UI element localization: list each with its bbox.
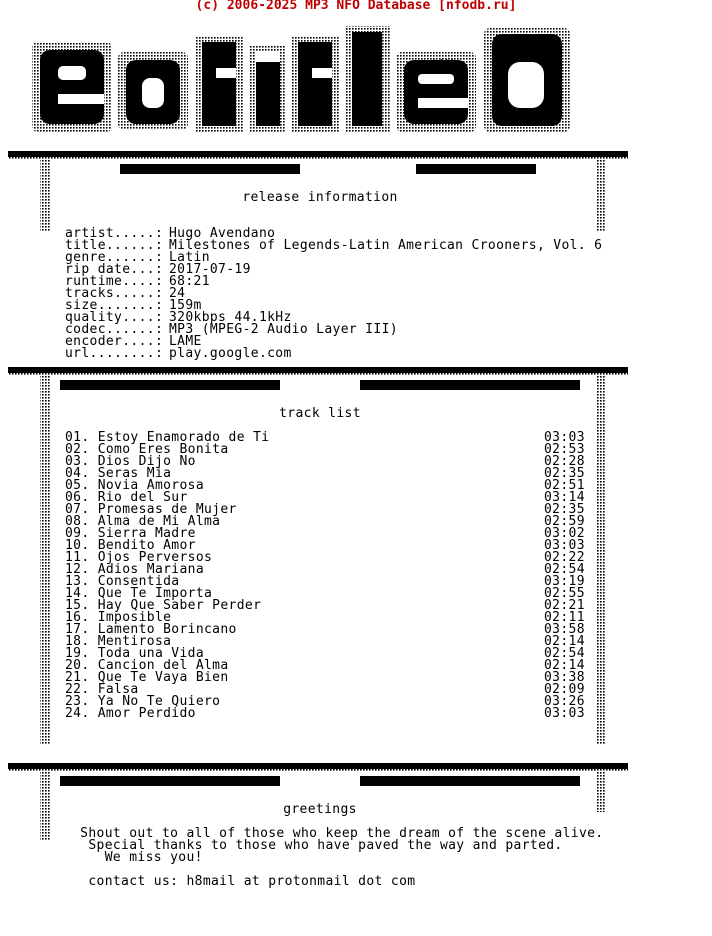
field-label: genre......: — [65, 250, 164, 265]
track-duration: 02:51 — [544, 478, 585, 493]
group-tag: hX! — [432, 58, 457, 73]
track-duration: 02:35 — [544, 466, 585, 481]
track-list-heading: track list — [279, 406, 361, 421]
field-value: Milestones of Legends-Latin American Crooners, Vol. 6 — [169, 238, 603, 253]
field-label: tracks.....: — [65, 286, 164, 301]
entitled-logo — [28, 22, 628, 140]
track-duration: 02:59 — [544, 514, 585, 529]
field-label: title......: — [65, 238, 164, 253]
track-duration: 03:14 — [544, 490, 585, 505]
track-title: 23. Ya No Te Quiero — [65, 694, 221, 709]
track-duration: 02:55 — [544, 586, 585, 601]
track-duration: 02:28 — [544, 454, 585, 469]
field-value: Latin — [169, 250, 210, 265]
track-duration: 02:54 — [544, 562, 585, 577]
track-title: 13. Consentida — [65, 574, 180, 589]
field-value: 24 — [169, 286, 186, 301]
greetings-heading: greetings — [283, 802, 357, 817]
track-title: 07. Promesas de Mujer — [65, 502, 237, 517]
track-duration: 02:09 — [544, 682, 585, 697]
track-duration: 02:54 — [544, 646, 585, 661]
track-duration: 03:03 — [544, 430, 585, 445]
track-duration: 03:03 — [544, 706, 585, 721]
track-duration: 02:11 — [544, 610, 585, 625]
track-title: 11. Ojos Perversos — [65, 550, 213, 565]
field-value: play.google.com — [169, 346, 292, 361]
track-title: 10. Bendito Amor — [65, 538, 196, 553]
greetings-line: We miss you! — [72, 850, 203, 865]
field-value: LAME — [169, 334, 202, 349]
track-duration: 03:26 — [544, 694, 585, 709]
track-title: 09. Sierra Madre — [65, 526, 196, 541]
track-title: 08. Alma de Mi Alma — [65, 514, 221, 529]
track-title: 02. Como Eres Bonita — [65, 442, 229, 457]
track-title: 24. Amor Perdido — [65, 706, 196, 721]
field-label: url........: — [65, 346, 164, 361]
track-duration: 02:35 — [544, 502, 585, 517]
track-duration: 03:38 — [544, 670, 585, 685]
field-value: 2017-07-19 — [169, 262, 251, 277]
track-duration: 02:14 — [544, 658, 585, 673]
track-duration: 02:14 — [544, 634, 585, 649]
track-duration: 03:19 — [544, 574, 585, 589]
field-label: size.......: — [65, 298, 164, 313]
greetings-line: Shout out to all of those who keep the dream of the scene alive. — [72, 826, 604, 841]
field-value: MP3 (MPEG-2 Audio Layer III) — [169, 322, 398, 337]
release-info-heading: release information — [242, 190, 398, 205]
track-title: 03. Dios Dijo No — [65, 454, 196, 469]
track-title: 21. Que Te Vaya Bien — [65, 670, 229, 685]
field-value: Hugo Avendano — [169, 226, 276, 241]
track-title: 01. Estoy Enamorado de Ti — [65, 430, 270, 445]
greetings-line: contact us: h8mail at protonmail dot com — [72, 874, 416, 889]
track-title: 04. Seras Mia — [65, 466, 172, 481]
track-duration: 03:02 — [544, 526, 585, 541]
field-label: codec......: — [65, 322, 164, 337]
greetings-line: Special thanks to those who have paved the way and parted. — [72, 838, 563, 853]
track-title: 19. Toda una Vida — [65, 646, 205, 661]
field-value: 159m — [169, 298, 202, 313]
field-label: rip date...: — [65, 262, 164, 277]
track-title: 12. Adios Mariana — [65, 562, 205, 577]
copyright-banner: (c) 2006-2025 MP3 NFO Database [nfodb.ru] — [195, 0, 517, 13]
track-title: 14. Que Te Importa — [65, 586, 213, 601]
track-duration: 02:22 — [544, 550, 585, 565]
track-title: 18. Mentirosa — [65, 634, 172, 649]
track-duration: 02:21 — [544, 598, 585, 613]
field-value: 68:21 — [169, 274, 210, 289]
track-duration: 02:53 — [544, 442, 585, 457]
track-title: 20. Cancion del Alma — [65, 658, 229, 673]
track-duration: 03:03 — [544, 538, 585, 553]
field-label: encoder....: — [65, 334, 164, 349]
field-label: artist.....: — [65, 226, 164, 241]
field-label: runtime....: — [65, 274, 164, 289]
field-value: 320kbps 44.1kHz — [169, 310, 292, 325]
track-duration: 03:58 — [544, 622, 585, 637]
track-title: 22. Falsa — [65, 682, 139, 697]
track-title: 05. Novia Amorosa — [65, 478, 205, 493]
track-title: 06. Rio del Sur — [65, 490, 188, 505]
track-title: 16. Imposible — [65, 610, 172, 625]
track-title: 17. Lamento Borincano — [65, 622, 237, 637]
field-label: quality....: — [65, 310, 164, 325]
track-title: 15. Hay Que Saber Perder — [65, 598, 262, 613]
